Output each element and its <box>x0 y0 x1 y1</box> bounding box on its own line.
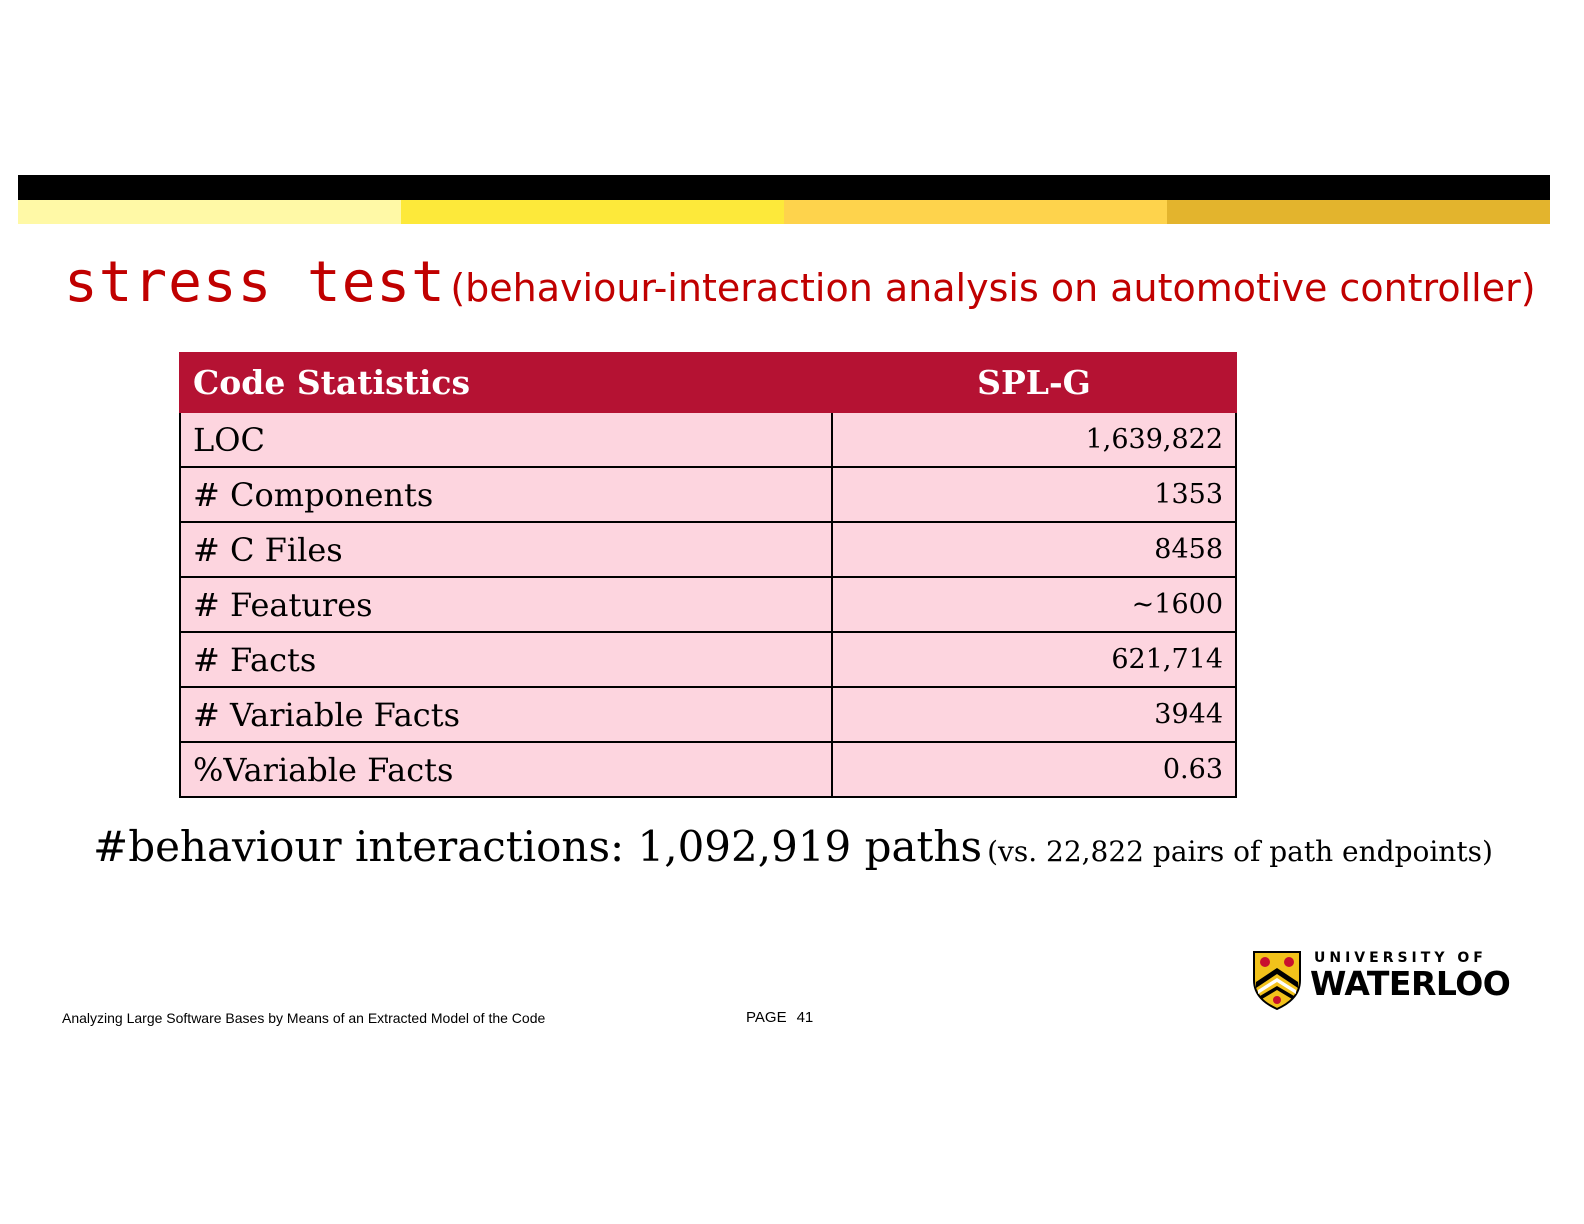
row-label: # C Files <box>180 522 832 577</box>
row-label: # Components <box>180 467 832 522</box>
code-statistics-table <box>179 352 1237 798</box>
slide-title <box>64 250 1536 315</box>
header-stripe-2 <box>401 200 784 224</box>
row-value: 1353 <box>832 467 1236 522</box>
table-row <box>180 522 1236 577</box>
table-row <box>180 632 1236 687</box>
waterloo-crest-icon <box>1252 950 1302 1010</box>
row-label: # Variable Facts <box>180 687 832 742</box>
logo-line2: WATERLOO <box>1310 964 1511 1003</box>
behaviour-interactions-summary <box>93 822 1493 871</box>
table-row <box>180 577 1236 632</box>
row-value: 0.63 <box>832 742 1236 797</box>
summary-note: (vs. 22,822 pairs of path endpoints) <box>987 835 1493 868</box>
table-row <box>180 412 1236 467</box>
logo-line1: UNIVERSITY OF <box>1314 950 1487 966</box>
row-label: %Variable Facts <box>180 742 832 797</box>
table-header-row <box>180 353 1236 412</box>
page-number <box>746 1009 813 1026</box>
row-value: 621,714 <box>832 632 1236 687</box>
row-value: 8458 <box>832 522 1236 577</box>
table-row <box>180 687 1236 742</box>
slide-title-sub: (behaviour-interaction analysis on automotive controller) <box>450 266 1536 310</box>
header-code-statistics: Code Statistics <box>180 353 832 412</box>
page-number-value: 41 <box>796 1009 814 1026</box>
row-label: LOC <box>180 412 832 467</box>
header-black-bar <box>18 175 1550 200</box>
row-value: 1,639,822 <box>832 412 1236 467</box>
row-label: # Features <box>180 577 832 632</box>
table-row <box>180 742 1236 797</box>
page-label: PAGE <box>746 1009 787 1026</box>
header-stripe-3 <box>784 200 1167 224</box>
header-stripe-4 <box>1167 200 1550 224</box>
slide-title-main: stress test <box>64 250 446 315</box>
university-logo <box>1252 950 1512 1012</box>
header-stripe-1 <box>18 200 401 224</box>
row-value: 3944 <box>832 687 1236 742</box>
footer-title: Analyzing Large Software Bases by Means of an Extracted Model of the Code <box>62 1010 546 1026</box>
summary-main: #behaviour interactions: 1,092,919 paths <box>93 822 983 871</box>
table-row <box>180 467 1236 522</box>
header-spl-g: SPL-G <box>832 353 1236 412</box>
row-label: # Facts <box>180 632 832 687</box>
row-value: ~1600 <box>832 577 1236 632</box>
